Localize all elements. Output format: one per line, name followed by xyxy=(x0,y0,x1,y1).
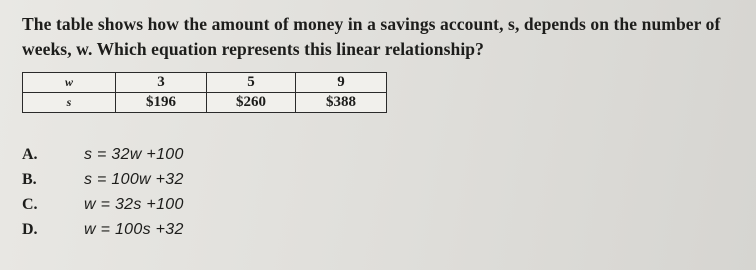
table-cell: $260 xyxy=(207,93,296,113)
question-text xyxy=(22,12,742,62)
choice-letter: C. xyxy=(22,196,38,213)
question-line-2: weeks, w. Which equation represents this linear relationship? xyxy=(22,39,484,59)
choice-equation: s = 32w +100 xyxy=(84,146,184,163)
table-row-w xyxy=(23,73,387,93)
choice-letter: B. xyxy=(22,171,37,188)
choice-letter: A. xyxy=(22,146,38,163)
choice-equation: s = 100w +32 xyxy=(84,171,184,188)
table-cell: s xyxy=(23,93,116,113)
choice-letter: D. xyxy=(22,221,38,238)
table-row-s xyxy=(23,93,387,113)
table-cell: w xyxy=(23,73,116,93)
question-line-1: The table shows how the amount of money in a savings account, s, depends on the number of xyxy=(22,14,721,34)
choice-b[interactable] xyxy=(22,171,342,196)
table-cell: 3 xyxy=(116,73,207,93)
table-cell: $388 xyxy=(296,93,387,113)
data-table xyxy=(22,72,387,113)
choice-equation: w = 100s +32 xyxy=(84,221,184,238)
table-cell: 5 xyxy=(207,73,296,93)
answer-choices xyxy=(22,146,342,246)
choice-equation: w = 32s +100 xyxy=(84,196,184,213)
choice-a[interactable] xyxy=(22,146,342,171)
table-cell: 9 xyxy=(296,73,387,93)
choice-c[interactable] xyxy=(22,196,342,221)
choice-d[interactable] xyxy=(22,221,342,246)
table-cell: $196 xyxy=(116,93,207,113)
